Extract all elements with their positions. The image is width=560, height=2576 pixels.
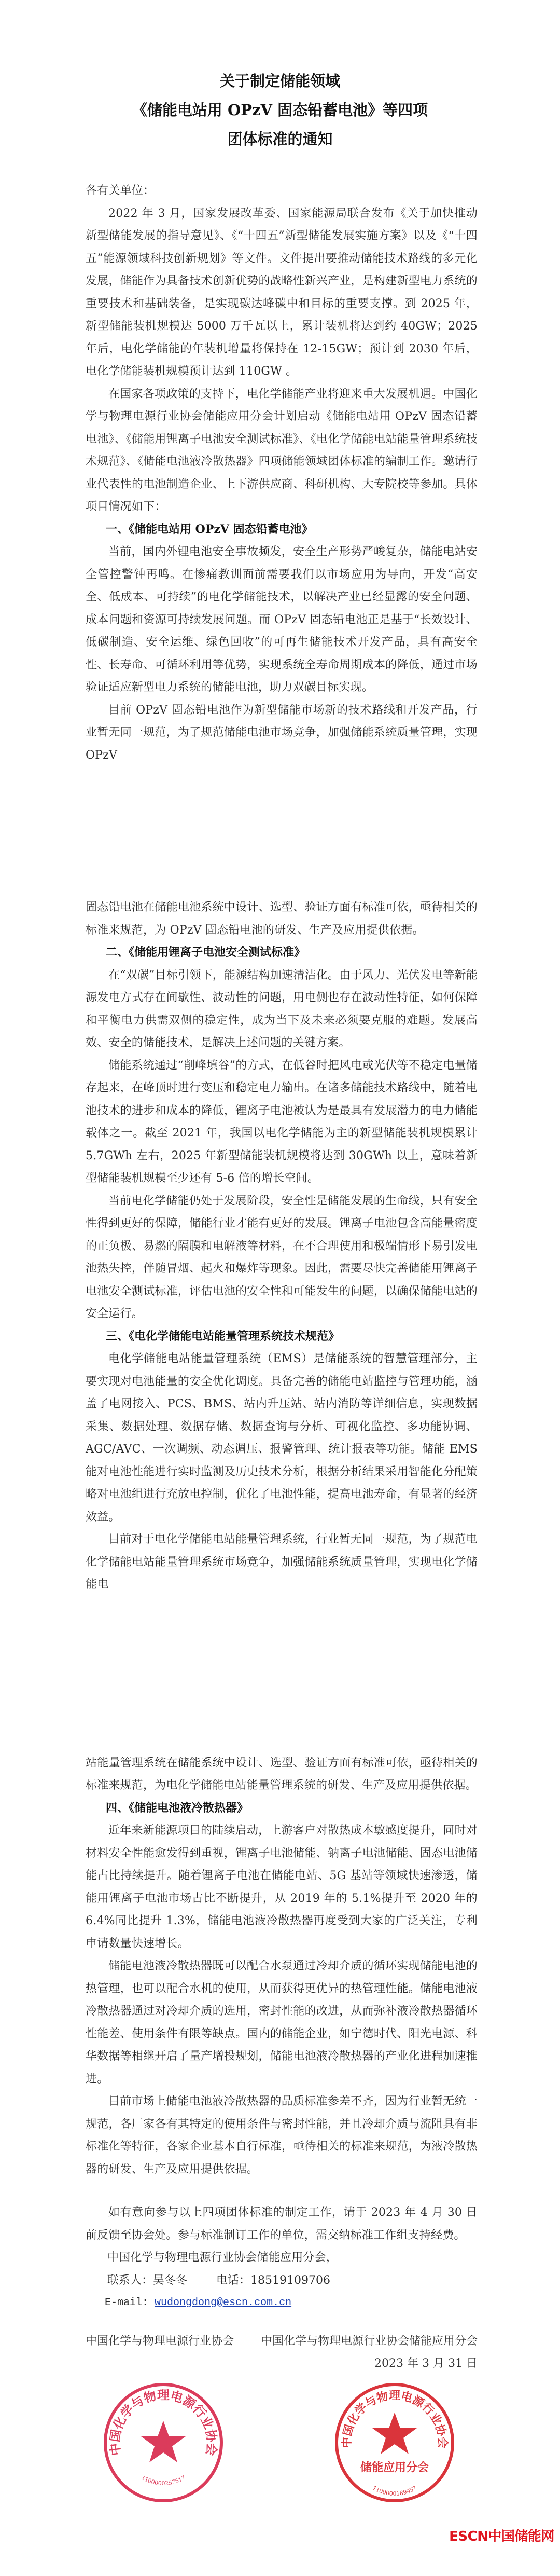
left-seal-stamp xyxy=(101,2380,226,2505)
seal-code: 1100000189957 xyxy=(371,2484,418,2497)
contact-email-row xyxy=(86,2292,478,2314)
paragraph-opzv-intro: 当前，国内外锂电池安全事故频发，安全生产形势严峻复杂，储能电站安全管控警钟再鸣。在惨痛教训面前需要我们以市场应用为导向，开发“高安全、低成本、可持续”的电化学储能技术，以解决产业已经显露的安全问题、成本问题和资源可持续发展问题。而 OPzV 固态铅电池正是基于“长效设计、低碳制造、安全运维、绿色回收”的可再生储能技术开发产品，具有高安全性、长寿命、可循环利用等优势，实现系统全寿命周期成本的降低，通过市场验证适应新型电力系统的储能电池，助力双碳目标实现。 xyxy=(86,545,478,694)
paragraph-ems-need: 目前对于电化学储能电站能量管理系统，行业暂无同一规范，为了规范电化学储能电站能量管理系统市场竞争，加强储能系统质量管理，实现电化学储能电 xyxy=(86,1533,478,1591)
heading-section-4: 四、《储能电池液冷散热器》 xyxy=(106,1801,249,1815)
paragraph-opzv-need-cont: 固态铅电池在储能电池系统中设计、选型、验证方面有标准可依，亟待相关的标准来规范，为 OPzV 固态铅电池的研发、生产及应用提供依据。 xyxy=(86,901,478,937)
seal-code: 1100000257517 xyxy=(140,2474,187,2487)
contact-phone: 电话：18519109706 xyxy=(216,2273,330,2287)
star-icon xyxy=(372,2413,417,2454)
heading-section-2: 二、《储能用锂离子电池安全测试标准》 xyxy=(106,946,306,959)
paragraph-participation: 如有意向参与以上四项团体标准的制定工作，请于 2023 年 4 月 30 日前反馈至协会处。参与标准制订工作的单位，需交纳标准工作组支持经费。 xyxy=(86,2206,478,2242)
seal-text: 中国化学与物理电源行业协会 xyxy=(107,2387,220,2457)
signature-left-org: 中国化学与物理电源行业协会 xyxy=(86,2334,234,2348)
email-link[interactable]: wudongdong@escn.com.cn xyxy=(155,2297,292,2309)
contact-person-row xyxy=(86,2269,478,2292)
logo-row xyxy=(86,2526,554,2545)
star-icon xyxy=(141,2421,186,2462)
paragraph-plan: 在国家各项政策的支持下，电化学储能产业将迎来重大发展机遇。中国化学与物理电源行业协会储能应用分会计划启动《储能电站用 OPzV 固态铅蓄电池》、《储能用锂离子电池安全测试标准》、《电化学储能电站能量管理系统技术规范》、《储能电池液冷散热器》四项储能领域团体标准的编制工作。邀请行业代表性的电池制造企业、上下游供应商、科研机构、大专院校等参加。具体项目情况如下： xyxy=(86,387,478,513)
title-line-2: 《储能电站用 OPzV 固态铅蓄电池》等四项 xyxy=(132,101,428,119)
paragraph-ems-need-cont: 站能量管理系统在储能系统中设计、选型、验证方面有标准可依，亟待相关的标准来规范，为电化学储能电站能量管理系统的研发、生产及应用提供依据。 xyxy=(86,1756,478,1792)
email-label: E-mail: xyxy=(105,2297,149,2309)
paragraph-li-safety: 当前电化学储能仍处于发展阶段，安全性是储能发展的生命线，只有安全性得到更好的保障，储能行业才能有更好的发展。锂离子电池包含高能量密度的正负极、易燃的隔膜和电解液等材料，在不合理使用和极端情形下易引发电池热失控，伴随冒烟、起火和爆炸等现象。因此，需要尽快完善储能用锂离子电池安全测试标准，评估电池的安全性和可能发生的问题，以确保储能电站的安全运行。 xyxy=(86,1194,478,1320)
right-seal-stamp xyxy=(332,2380,457,2505)
contact-org: 中国化学与物理电源行业协会储能应用分会， xyxy=(107,2251,338,2264)
paragraph-cooling-tech: 储能电池液冷散热器既可以配合水泵通过冷却介质的循环实现储能电池的热管理，也可以配合水机的使用，从而获得更优异的热管理性能。储能电池液冷散热器通过对冷却介质的选用，密封性能的改进，从而弥补液冷散热器循环性能差、使用条件有限等缺点。国内的储能企业，如宁德时代、阳光电源、科华数据等相继开启了量产增投规划，储能电池液冷散热器的产业化进程加速推进。 xyxy=(86,1960,478,2086)
paragraph-background: 2022 年 3 月，国家发展改革委、国家能源局联合发布《关于加快推动新型储能发展的指导意见》、《“十四五”新型储能发展实施方案》以及《“十四五”能源领域科技创新规划》等文件。文件提出要推动储能技术路线的多元化发展，储能作为具备技术创新优势的战略性新兴产业，是构建新型电力系统的重要技术和基础装备，是实现碳达峰碳中和目标的重要支撑。到 2025 年，新型储能装机规模达 5000 万千瓦以上，累计装机将达到约 40GW；2025 年后，电化学储能的年装机增量将保持在 12-15GW；预计到 2030 年后，电化学储能装机规模预计达到 110GW 。 xyxy=(86,207,478,378)
signature-date: 2023 年 3 月 31 日 xyxy=(374,2357,478,2370)
seal-text: 中国化学与物理电源行业协会 xyxy=(340,2388,450,2448)
escn-logo: ESCN中国储能网 xyxy=(449,2528,554,2544)
title-line-3: 团体标准的通知 xyxy=(227,130,333,148)
paragraph-cooling-need: 目前市场上储能电池液冷散热器的品质标准参差不齐，因为行业暂无统一规范，各厂家各有其特定的使用条件与密封性能，并且冷却介质与流阻具有非标准化等特征，各家企业基本自行标准，亟待相关的标准来规范，为液冷散热器的研发、生产及应用提供依据。 xyxy=(86,2095,478,2176)
heading-section-1: 一、《储能电站用 OPzV 固态铅蓄电池》 xyxy=(106,522,313,536)
salutation: 各有关单位： xyxy=(86,184,155,197)
signature-right-org: 中国化学与物理电源行业协会储能应用分会 xyxy=(260,2334,478,2348)
paragraph-cooling-market: 近年来新能源项目的陆续启动，上游客户对散热成本敏感度提升，同时对材料安全性能愈发得到重视，锂离子电池储能、钠离子电池储能、固态电池储能占比持续提升。随着锂离子电池在储能电站、5G 基站等领域快速渗透，储能用锂离子电池市场占比不断提升，从 2019 年的 5.1%提升至 2020 年的 6.4%同比提升 1.3%，储能电池液冷散热器再度受到大家的广泛关注，专利申请数量快速增长。 xyxy=(86,1824,478,1950)
notice-document xyxy=(86,0,554,2576)
paragraph-li-intro: 在“双碳”目标引领下，能源结构加速清洁化。由于风力、光伏发电等新能源发电方式存在间歇性、波动性的问题，用电侧也存在波动性特征，如何保障和平衡电力供需双侧的稳定性，成为当下及未来必须要克服的难题。发展高效、安全的储能技术，是解决上述问题的关键方案。 xyxy=(86,968,478,1049)
heading-section-3: 三、《电化学储能电站能量管理系统技术规范》 xyxy=(106,1329,340,1343)
signature-row xyxy=(86,2330,478,2353)
notice-title xyxy=(86,66,478,154)
paragraph-li-market: 储能系统通过“削峰填谷”的方式，在低谷时把风电或光伏等不稳定电量储存起来，在峰顶时进行变压和稳定电力输出。在诸多储能技术路线中，随着电池技术的进步和成本的降低，锂离子电池被认为是最具有发展潜力的电力储能载体之一。截至 2021 年，我国以电化学储能为主的新型储能装机规模累计 5.7GWh 左右，2025 年新型储能装机规模将达到 30GWh 以上，意味着新型储能装机规模至少还有 5-6 倍的增长空间。 xyxy=(86,1059,478,1185)
contact-person: 联系人：吴冬冬 xyxy=(107,2273,188,2287)
title-line-1: 关于制定储能领域 xyxy=(219,72,340,90)
seal-subtext: 储能应用分会 xyxy=(360,2460,429,2474)
seal-stamps xyxy=(86,2375,478,2505)
paragraph-opzv-need: 目前 OPzV 固态铅电池作为新型储能市场新的技术路线和开发产品，行业暂无同一规范，为了规范储能电池市场竞争，加强储能系统质量管理，实现 OPzV xyxy=(86,703,478,762)
paragraph-ems-intro: 电化学储能电站能量管理系统（EMS）是储能系统的智慧管理部分，主要实现对电池能量的安全优化调度。具备完善的储能电站监控与管理功能，涵盖了电网接入、PCS、BMS、站内升压站、站内消防等详细信息，实现数据采集、数据处理、数据存储、数据查询与分析、可视化监控、多功能协调、AGC/AVC、一次调频、动态调压、报警管理、统计报表等功能。储能 EMS 能对电池性能进行实时监测及历史技术分析，根据分析结果采用智能化分配策略对电池组进行充放电控制，优化了电池性能，提高电池寿命，有显著的经济效益。 xyxy=(86,1352,478,1524)
